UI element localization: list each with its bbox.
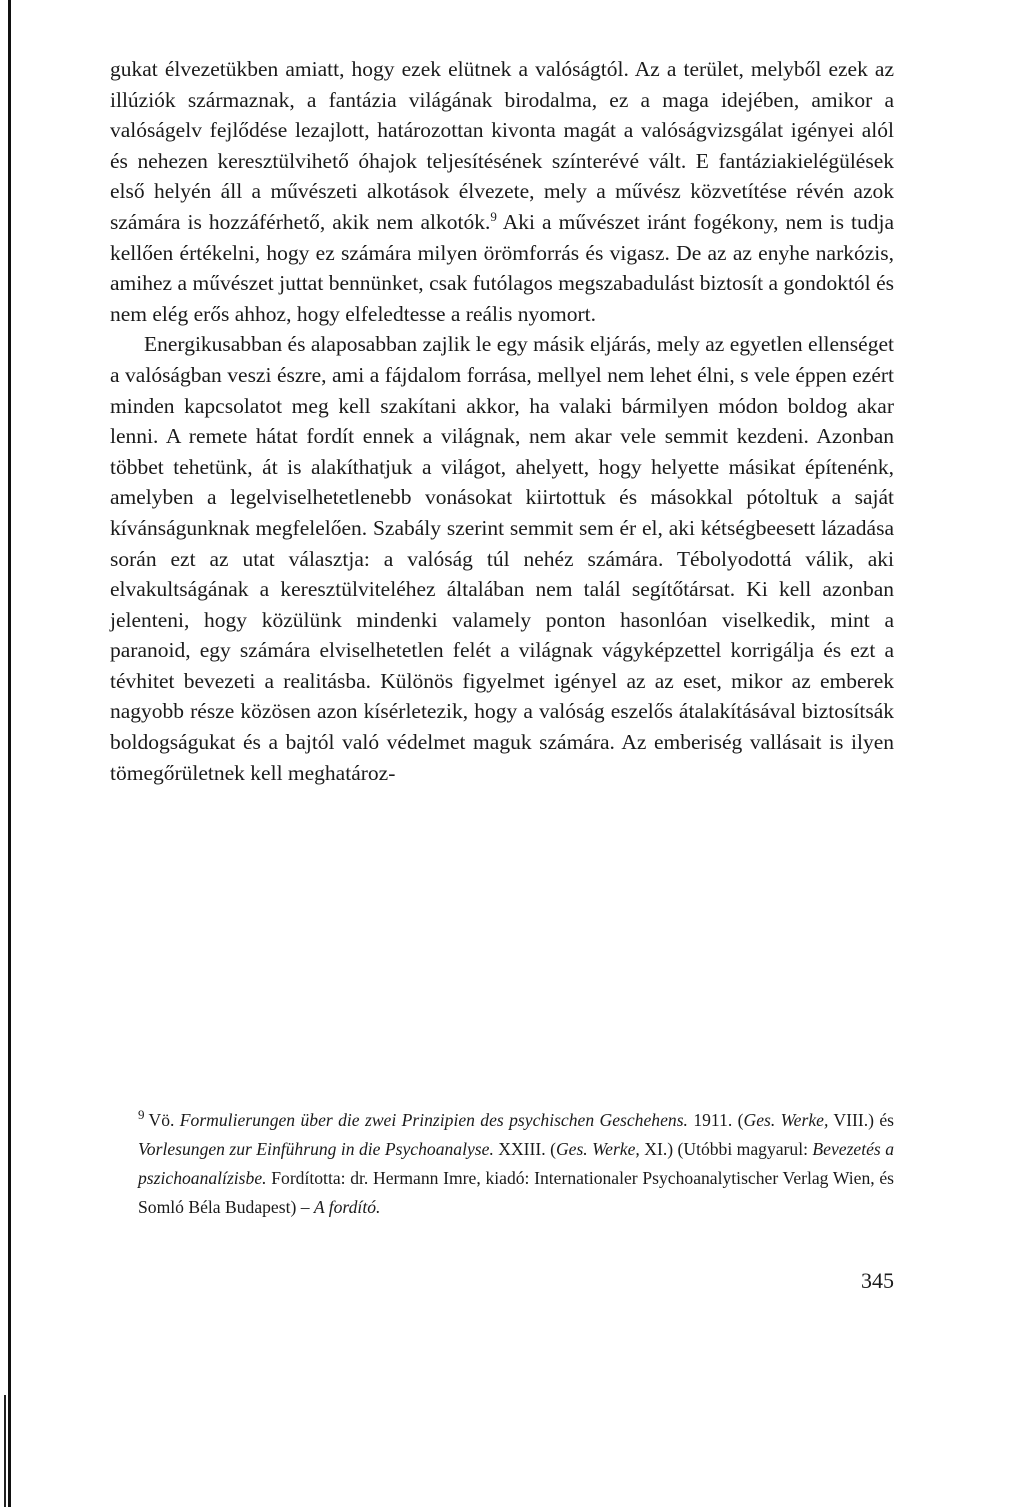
body-text — [110, 54, 894, 788]
paragraph-1-text: gukat élvezetükben amiatt, hogy ezek elütnek a valóságtól. Az a terület, melyből ezek az illúziók származnak, a fantázia világának birodalma, ez a maga idejében, amikor a valóságelv fejlődése lezajlott, határozottan kivonta magát a valóságvizsgálat igényei alól és nehezen keresztülvihető óhajok teljesítésének színterévé vált. E fantáziakielégülések első helyén áll a művészeti alkotások élvezete, mely a művész közvetítése révén azok számára is hozzáférhető, akik nem alkotók. — [110, 57, 894, 234]
footnote-part-2: 1911. ( — [687, 1110, 744, 1130]
footnote-part-5: XI.) (Utóbbi magyarul: — [639, 1139, 813, 1159]
footnote-part-6: Fordította: dr. Hermann Imre, kiadó: Internationaler Psychoanalytischer Verlag Wien, és Somló Béla Budapest) – — [138, 1168, 894, 1217]
footnote-title-2: Vorlesungen zur Einführung in die Psychoanalyse. — [138, 1139, 494, 1159]
footnote-text — [110, 1106, 894, 1222]
footnote-title-3: Bevezetés a pszichoanalízisbe. — [138, 1139, 894, 1188]
footnote-part-1: Vö. — [148, 1110, 180, 1130]
paragraph-2: Energikusabban és alaposabban zajlik le egy másik eljárás, mely az egyetlen ellenséget a valóságban veszi észre, ami a fájdalom forrása, mellyel nem lehet élni, s vele éppen ezért minden kapcsolatot meg kell szakítani akkor, ha valaki bármilyen módon boldog akar lenni. A remete hátat fordít ennek a világnak, nem akar vele semmit kezdeni. Azonban többet tehetünk, át is alakíthatjuk a világot, ahelyett, hogy helyette másikat építenénk, amelyben a legelviselhetetlenebb vonásokat kiirtottuk és másokkal pótoltuk a saját kívánságunknak megfelelően. Szabály szerint semmit sem ér el, aki kétségbeesett lázadása során ezt az utat választja: a valóság túl nehéz számára. Tébolyodottá válik, aki elvakultságának a keresztülviteléhez általában nem talál segítőtársat. Ki kell azonban jelenteni, hogy közülünk mindenki valamely ponton hasonlóan viselkedik, mint a paranoid, egy számára elviselhetetlen felét a világnak vágyképzettel korrigálja és ezt a tévhitet bevezeti a realitásba. Különös figyelmet igényel az az eset, mikor az emberek nagyobb része közösen azon kísérletezik, hogy a valóság eszelős átalakításával biztosítsák boldogságukat és a bajtól való védelmet maguk számára. Az emberiség vallásait is ilyen tömegőrületnek kell meghatároz- — [110, 332, 894, 785]
page-number: 345 — [861, 1268, 894, 1293]
binding-edge-line — [8, 0, 11, 1507]
binding-edge-line-lower — [4, 1395, 6, 1507]
paragraph-1 — [110, 54, 894, 329]
footnote — [110, 1106, 894, 1222]
footnote-part-3: VIII.) és — [828, 1110, 894, 1130]
footnote-title-1: Formulierungen über die zwei Prinzipien des psychischen Geschehens. — [179, 1110, 688, 1130]
footnote-part-4: XXIII. ( — [493, 1139, 556, 1159]
paragraph-1-continuation: Aki a művészet iránt fogékony, nem is tudja kellően értékelni, hogy ez számára milyen örömforrás és vigasz. De az az enyhe narkózis, amihez a művészet juttat bennünket, csak futólagos megszabadulást biztosít a gondoktól és nem elég erős ahhoz, hogy elfeledtesse a reális nyomort. — [110, 209, 894, 326]
footnote-ref-2: Ges. Werke, — [555, 1139, 640, 1159]
footnote-number: 9 — [138, 1107, 145, 1123]
footnote-translator: A fordító. — [313, 1197, 381, 1217]
footnote-reference[interactable]: 9 — [490, 208, 497, 224]
footnote-ref-1: Ges. Werke, — [743, 1110, 829, 1130]
